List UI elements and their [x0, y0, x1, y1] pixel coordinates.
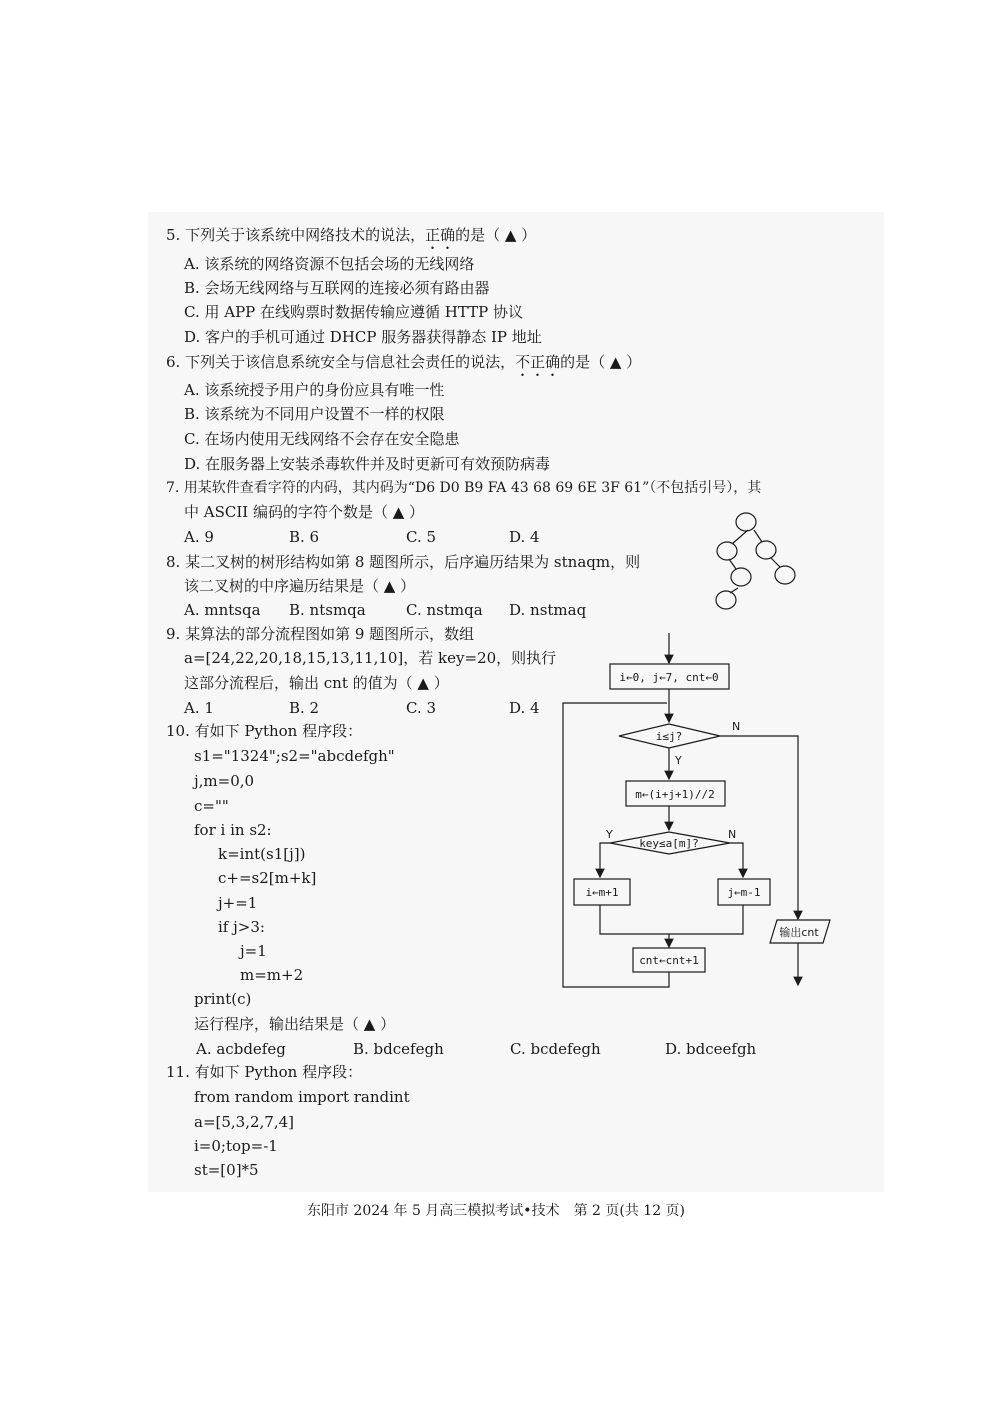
- flow-arrow: [730, 843, 743, 877]
- q8-stem-line2: 该二叉树的中序遍历结果是（ ▲ ）: [184, 577, 416, 595]
- flow-merge-line: [669, 905, 743, 934]
- q7-option-a: A. 9: [184, 528, 214, 546]
- q10-code-line: j,m=0,0: [194, 772, 255, 790]
- q10-option-b: B. bdcefegh: [353, 1040, 444, 1058]
- q9-flowchart-figure: [555, 625, 845, 995]
- q8-stem-line1: 8. 某二叉树的树形结构如第 8 题图所示，后序遍历结果为 stnaqm，则: [166, 553, 641, 571]
- q9-stem-line2: a=[24,22,20,18,15,13,11,10]，若 key=20，则执行: [184, 649, 557, 667]
- tree-edge: [771, 558, 780, 567]
- flow-output-text: 输出cnt: [779, 926, 819, 939]
- page-footer: 东阳市 2024 年 5 月高三模拟考试•技术 第 2 页(共 12 页): [306, 1203, 686, 1219]
- q6-option-d: D. 在服务器上安装杀毒软件并及时更新可有效预防病毒: [184, 455, 551, 473]
- q10-code-line: m=m+2: [240, 966, 304, 984]
- q6-option-b: B. 该系统为不同用户设置不一样的权限: [184, 405, 445, 423]
- q10-code-line: for i in s2:: [194, 821, 272, 839]
- q9-stem-line3: 这部分流程后，输出 cnt 的值为（ ▲ ）: [184, 674, 449, 692]
- q10-code-line: k=int(s1[j]): [218, 845, 306, 863]
- flow-left-text: i←m+1: [585, 886, 619, 899]
- tree-node: [756, 541, 776, 559]
- q6-option-c: C. 在场内使用无线网络不会存在安全隐患: [184, 430, 460, 448]
- q10-code-line: if j>3:: [218, 918, 265, 936]
- flow-no-label: N: [732, 720, 741, 733]
- flow-yes-label: Y: [675, 754, 682, 767]
- q7-option-b: B. 6: [289, 528, 320, 546]
- tree-node: [716, 591, 736, 609]
- q7-option-c: C. 5: [406, 528, 437, 546]
- q10-code-line: j+=1: [218, 894, 258, 912]
- flow-mid-text: m←(i+j+1)//2: [635, 788, 715, 801]
- q6-option-a: A. 该系统授予用户的身份应具有唯一性: [184, 381, 445, 399]
- q10-option-a: A. acbdefeg: [196, 1040, 286, 1058]
- q9-stem-line1: 9. 某算法的部分流程图如第 9 题图所示，数组: [166, 625, 475, 643]
- q7-stem-line2: 中 ASCII 编码的字符个数是（ ▲ ）: [184, 503, 425, 521]
- q8-option-b: B. ntsmqa: [289, 601, 366, 619]
- tree-edge: [729, 559, 736, 569]
- q10-code-line: c="": [194, 797, 229, 815]
- flow-right-text: j←m-1: [727, 886, 761, 899]
- q11-code-line: from random import randint: [194, 1088, 410, 1106]
- q10-code-line: print(c): [194, 990, 252, 1008]
- q10-stem: 10. 有如下 Python 程序段：: [166, 722, 363, 740]
- q11-stem: 11. 有如下 Python 程序段：: [166, 1063, 363, 1081]
- q5-option-c: C. 用 APP 在线购票时数据传输应遵循 HTTP 协议: [184, 303, 524, 321]
- flow-yes-label: Y: [606, 828, 613, 841]
- flow-cond2-text: key≤a[m]?: [639, 837, 699, 850]
- flow-arrow: [600, 843, 610, 877]
- q10-option-c: C. bcdefegh: [510, 1040, 601, 1058]
- q6-stem: 6. 下列关于该信息系统安全与信息社会责任的说法，不正确的是（ ▲ ）: [166, 353, 642, 371]
- q10-code-line: c+=s2[m+k]: [218, 869, 317, 887]
- q5-option-b: B. 会场无线网络与互联网的连接必须有路由器: [184, 279, 490, 297]
- q10-option-d: D. bdceefgh: [665, 1040, 757, 1058]
- q5-stem: 5. 下列关于该系统中网络技术的说法，正确的是（ ▲ ）: [166, 226, 537, 244]
- tree-edge: [754, 530, 762, 542]
- q8-option-d: D. nstmaq: [509, 601, 587, 619]
- q7-stem-line1: 7. 用某软件查看字符的内码，其内码为“D6 D0 B9 FA 43 68 69 6E 3F 61”（不包括引号），其: [166, 480, 762, 496]
- flow-init-text: i←0, j←7, cnt←0: [619, 671, 719, 684]
- q10-ask: 运行程序，输出结果是（ ▲ ）: [194, 1015, 396, 1033]
- q8-binary-tree-figure: [705, 505, 805, 610]
- q5-option-d: D. 客户的手机可通过 DHCP 服务器获得静态 IP 地址: [184, 328, 542, 346]
- tree-node: [775, 566, 795, 584]
- q9-option-c: C. 3: [406, 699, 437, 717]
- flow-count-text: cnt←cnt+1: [639, 954, 699, 967]
- q8-option-a: A. mntsqa: [184, 601, 261, 619]
- tree-node: [731, 568, 751, 586]
- q10-code-line: s1="1324";s2="abcdefgh": [194, 747, 395, 765]
- q9-option-d: D. 4: [509, 699, 540, 717]
- q9-option-b: B. 2: [289, 699, 320, 717]
- flow-merge-line: [600, 905, 669, 934]
- flow-cond1-text: i≤j?: [655, 730, 683, 743]
- tree-edge: [732, 530, 748, 544]
- q8-option-c: C. nstmqa: [406, 601, 483, 619]
- q9-option-a: A. 1: [184, 699, 214, 717]
- q7-option-d: D. 4: [509, 528, 540, 546]
- tree-node: [717, 542, 737, 560]
- q5-option-a: A. 该系统的网络资源不包括会场的无线网络: [184, 255, 475, 273]
- q11-code-line: st=[0]*5: [194, 1161, 259, 1179]
- q11-code-line: a=[5,3,2,7,4]: [194, 1113, 295, 1131]
- q11-code-line: i=0;top=-1: [194, 1137, 278, 1155]
- q10-code-line: j=1: [240, 942, 267, 960]
- tree-node: [736, 513, 756, 531]
- flow-no-label: N: [728, 828, 737, 841]
